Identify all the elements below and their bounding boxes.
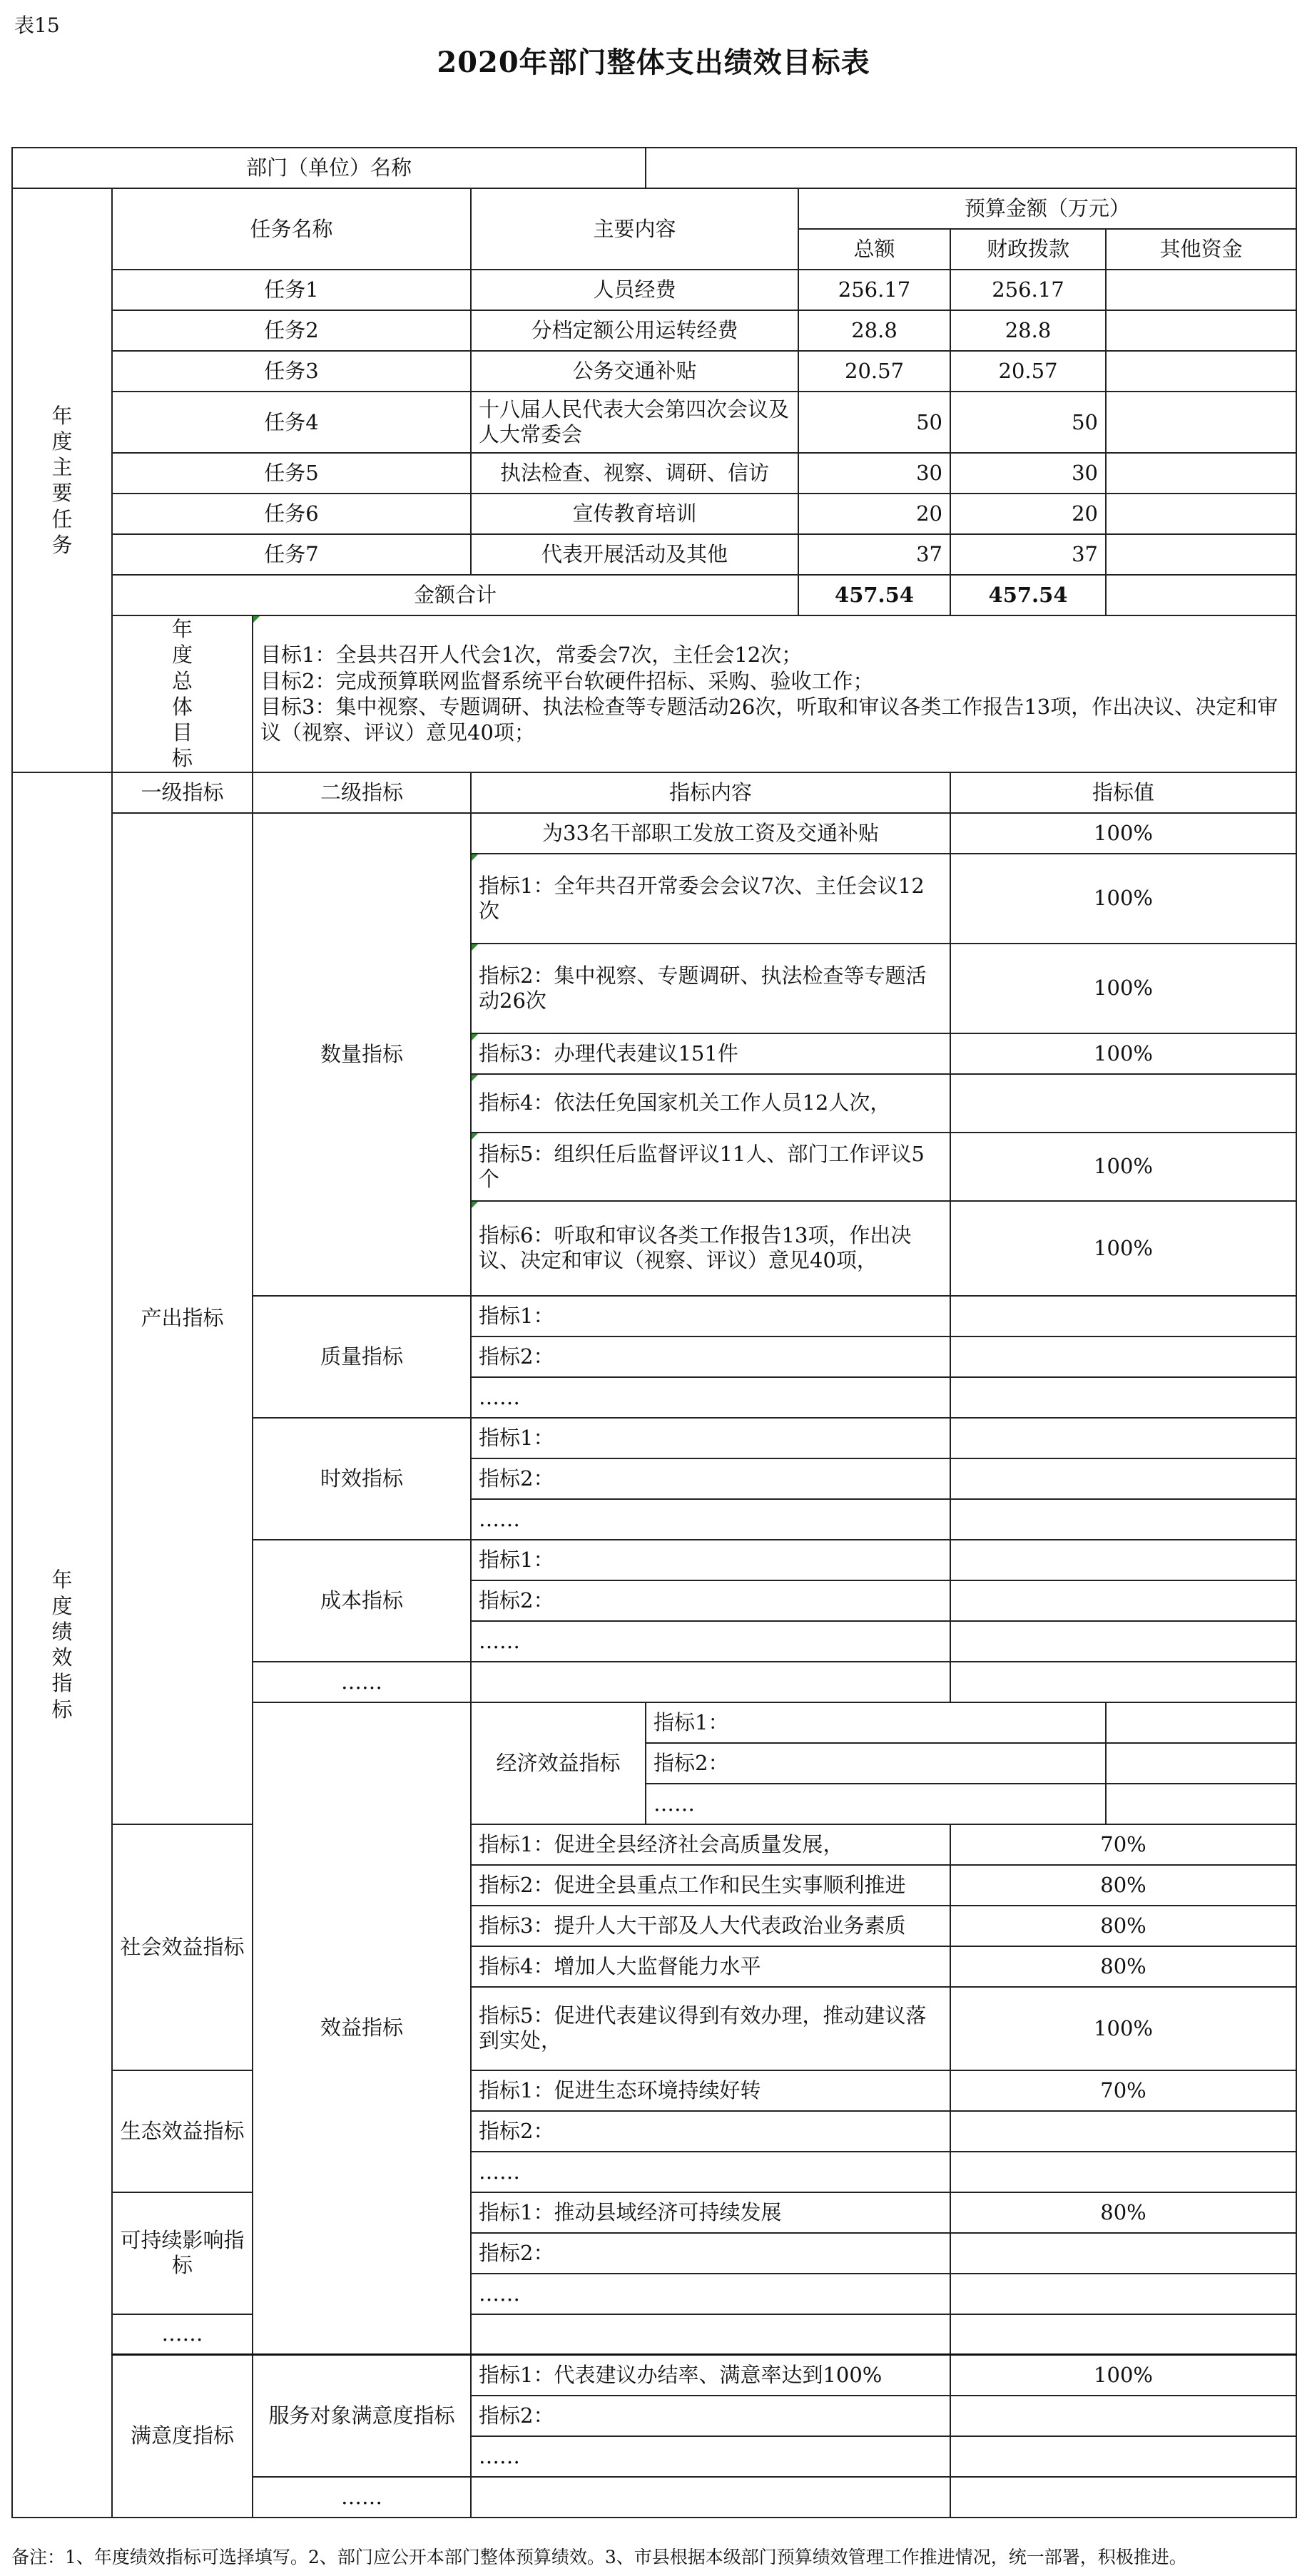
indicator-content: 指标2： xyxy=(471,2233,950,2274)
task-fiscal: 30 xyxy=(950,453,1106,494)
satisfaction-label: 满意度指标 xyxy=(112,2355,253,2518)
indicator-value: 100% xyxy=(950,944,1296,1033)
indicator-value: 100% xyxy=(950,813,1296,854)
indicator-row xyxy=(12,2355,1296,2396)
indicator-content: …… xyxy=(471,1621,950,1662)
performance-table xyxy=(11,147,1297,2518)
indicator-value xyxy=(950,2152,1296,2192)
task-fiscal: 50 xyxy=(950,392,1106,453)
goal-line: 目标2：完成预算联网监督系统平台软硬件招标、采购、验收工作； xyxy=(260,668,874,693)
indicator-content: …… xyxy=(471,1499,950,1540)
indicator-content: 指标2： xyxy=(646,1743,1106,1784)
task-name: 任务6 xyxy=(112,494,471,534)
indicator-content: 指标2： xyxy=(471,2396,950,2436)
indicator-content: 指标4：依法任免国家机关工作人员12人次， xyxy=(471,1074,950,1133)
dept-label: 部门（单位）名称 xyxy=(12,148,646,188)
task-content: 宣传教育培训 xyxy=(471,494,798,534)
indicator-value xyxy=(1106,1702,1296,1743)
output-more-label: …… xyxy=(253,1662,471,1702)
task-fiscal: 37 xyxy=(950,534,1106,575)
task-row xyxy=(12,494,1296,534)
level2-header: 二级指标 xyxy=(253,772,471,813)
indicator-content: 指标2：集中视察、专题调研、执法检查等专题活动26次 xyxy=(471,944,950,1033)
indicator-value xyxy=(1106,1784,1296,1824)
indicator-value xyxy=(950,2274,1296,2314)
task-total: 20 xyxy=(798,494,950,534)
indicator-value xyxy=(950,1540,1296,1580)
indicator-content: 指标2： xyxy=(471,1336,950,1377)
indicator-value: 70% xyxy=(950,1824,1296,1865)
task-name: 任务5 xyxy=(112,453,471,494)
task-total: 20.57 xyxy=(798,351,950,392)
task-content: 代表开展活动及其他 xyxy=(471,534,798,575)
dept-value xyxy=(646,148,1296,188)
task-name: 任务2 xyxy=(112,310,471,351)
indicator-row xyxy=(12,813,1296,854)
task-fiscal: 28.8 xyxy=(950,310,1106,351)
indicator-value xyxy=(950,1662,1296,1702)
indicator-content: 指标1：推动县域经济可持续发展 xyxy=(471,2192,950,2233)
task-content-header: 主要内容 xyxy=(471,188,798,270)
indicator-value: 100% xyxy=(950,2355,1296,2396)
indicator-content: …… xyxy=(646,1784,1106,1824)
indicator-content: 指标3：提升人大干部及人大代表政治业务素质 xyxy=(471,1906,950,1946)
indicator-value xyxy=(950,2477,1296,2518)
indicator-content: 指标2： xyxy=(471,1580,950,1621)
goals-section-label: 年度总体目标 xyxy=(112,615,253,772)
social-label: 社会效益指标 xyxy=(112,1824,253,2070)
total-header: 总额 xyxy=(798,229,950,270)
indicator-value xyxy=(950,2111,1296,2152)
footnote: 备注：1、年度绩效指标可选择填写。2、部门应公开本部门整体预算绩效。3、市县根据本级部门预算绩效管理工作推进情况，统一部署，积极推进。 xyxy=(11,2547,1187,2567)
indicator-value xyxy=(950,1418,1296,1458)
goals-content xyxy=(253,615,1296,772)
table-number: 表15 xyxy=(14,14,60,37)
indicator-value xyxy=(950,2436,1296,2477)
indicator-value xyxy=(950,1296,1296,1336)
indicator-value: 100% xyxy=(950,854,1296,944)
task-total: 30 xyxy=(798,453,950,494)
task-other xyxy=(1106,351,1296,392)
indicator-value xyxy=(1106,1743,1296,1784)
output-label: 产出指标 xyxy=(112,813,253,1824)
indicator-content xyxy=(471,2314,950,2355)
content-header: 指标内容 xyxy=(471,772,950,813)
goals-row xyxy=(12,615,1296,772)
task-other xyxy=(1106,534,1296,575)
indicator-value: 100% xyxy=(950,1201,1296,1296)
indicator-value: 80% xyxy=(950,2192,1296,2233)
indicator-content: 指标2：促进全县重点工作和民生实事顺利推进 xyxy=(471,1865,950,1906)
task-fiscal: 20.57 xyxy=(950,351,1106,392)
economic-label: 经济效益指标 xyxy=(471,1702,646,1824)
fiscal-header: 财政拨款 xyxy=(950,229,1106,270)
task-content: 公务交通补贴 xyxy=(471,351,798,392)
indicator-content: …… xyxy=(471,2436,950,2477)
indicator-content: …… xyxy=(471,1377,950,1418)
task-content: 人员经费 xyxy=(471,270,798,310)
dept-row xyxy=(12,148,1296,188)
indicator-value xyxy=(950,1336,1296,1377)
indicator-value xyxy=(950,1458,1296,1499)
indicator-value xyxy=(950,2314,1296,2355)
indicator-content: 指标1： xyxy=(471,1540,950,1580)
indicator-content xyxy=(471,1662,950,1702)
indicator-row xyxy=(12,2070,1296,2111)
indicator-content: 指标3：办理代表建议151件 xyxy=(471,1033,950,1074)
task-content: 十八届人民代表大会第四次会议及人大常委会 xyxy=(471,392,798,453)
quantity-label: 数量指标 xyxy=(253,813,471,1296)
indicator-value: 80% xyxy=(950,1906,1296,1946)
task-total: 28.8 xyxy=(798,310,950,351)
task-other xyxy=(1106,494,1296,534)
level1-header: 一级指标 xyxy=(112,772,253,813)
quality-label: 质量指标 xyxy=(253,1296,471,1418)
indicator-value: 100% xyxy=(950,1133,1296,1201)
indicator-content: …… xyxy=(471,2274,950,2314)
indicator-content: 指标5：促进代表建议得到有效办理，推动建议落到实处， xyxy=(471,1987,950,2070)
sum-fiscal: 457.54 xyxy=(950,575,1106,615)
task-name: 任务3 xyxy=(112,351,471,392)
sum-total: 457.54 xyxy=(798,575,950,615)
indicator-value: 70% xyxy=(950,2070,1296,2111)
task-row xyxy=(12,453,1296,494)
task-row xyxy=(12,270,1296,310)
cost-label: 成本指标 xyxy=(253,1540,471,1662)
indicator-content: 指标2： xyxy=(471,1458,950,1499)
indicator-content: 指标1： xyxy=(646,1702,1106,1743)
indicator-value xyxy=(950,1377,1296,1418)
satisfaction-more-label: …… xyxy=(253,2477,471,2518)
benefit-label: 效益指标 xyxy=(253,1702,471,2355)
indicator-value xyxy=(950,1499,1296,1540)
task-name: 任务1 xyxy=(112,270,471,310)
task-other xyxy=(1106,453,1296,494)
task-name-header: 任务名称 xyxy=(112,188,471,270)
indicator-row xyxy=(12,1824,1296,1865)
indicator-value: 100% xyxy=(950,1987,1296,2070)
indicator-content: 指标1： xyxy=(471,1296,950,1336)
sustainable-label: 可持续影响指标 xyxy=(112,2192,253,2314)
task-fiscal: 256.17 xyxy=(950,270,1106,310)
indicator-value xyxy=(950,2396,1296,2436)
service-label: 服务对象满意度指标 xyxy=(253,2355,471,2477)
task-content: 执法检查、视察、调研、信访 xyxy=(471,453,798,494)
task-total: 37 xyxy=(798,534,950,575)
task-row xyxy=(12,310,1296,351)
tasks-section-label: 年度主要任务 xyxy=(12,188,112,772)
page-title: 2020年部门整体支出绩效目标表 xyxy=(437,46,870,79)
indicator-value: 100% xyxy=(950,1033,1296,1074)
budget-header: 预算金额（万元） xyxy=(798,188,1296,229)
sum-label: 金额合计 xyxy=(112,575,798,615)
indicator-content: 为33名干部职工发放工资及交通补贴 xyxy=(471,813,950,854)
indicator-content: 指标5：组织任后监督评议11人、部门工作评议5个 xyxy=(471,1133,950,1201)
task-content: 分档定额公用运转经费 xyxy=(471,310,798,351)
task-row xyxy=(12,392,1296,453)
indicator-row xyxy=(12,2314,1296,2355)
indicator-content: 指标6：听取和审议各类工作报告13项，作出决议、决定和审议（视察、评议）意见40项， xyxy=(471,1201,950,1296)
perf-header-row xyxy=(12,772,1296,813)
goal-line: 目标3：集中视察、专题调研、执法检查等专题活动26次，听取和审议各类工作报告13项，作出决议、决定和审议（视察、评议）意见40项； xyxy=(260,694,1278,745)
task-row xyxy=(12,534,1296,575)
indicator-value xyxy=(950,1580,1296,1621)
task-name: 任务7 xyxy=(112,534,471,575)
tasks-header-row-1 xyxy=(12,188,1296,229)
indicator-value: 80% xyxy=(950,1946,1296,1987)
indicator-content: 指标1：代表建议办结率、满意率达到100% xyxy=(471,2355,950,2396)
benefit-more-label: …… xyxy=(112,2314,253,2355)
task-total: 256.17 xyxy=(798,270,950,310)
task-name: 任务4 xyxy=(112,392,471,453)
task-fiscal: 20 xyxy=(950,494,1106,534)
indicator-value xyxy=(950,1621,1296,1662)
value-header: 指标值 xyxy=(950,772,1296,813)
indicator-content: 指标4：增加人大监督能力水平 xyxy=(471,1946,950,1987)
sum-row xyxy=(12,575,1296,615)
task-other xyxy=(1106,270,1296,310)
task-other xyxy=(1106,310,1296,351)
indicator-content: 指标1：全年共召开常委会会议7次、主任会议12次 xyxy=(471,854,950,944)
perf-section-label: 年度绩效指标 xyxy=(12,772,112,2518)
indicator-content: 指标1：促进生态环境持续好转 xyxy=(471,2070,950,2111)
indicator-content: 指标2： xyxy=(471,2111,950,2152)
timeliness-label: 时效指标 xyxy=(253,1418,471,1540)
task-total: 50 xyxy=(798,392,950,453)
indicator-value: 80% xyxy=(950,1865,1296,1906)
sum-other xyxy=(1106,575,1296,615)
indicator-content: …… xyxy=(471,2152,950,2192)
indicator-row xyxy=(12,2192,1296,2233)
other-header: 其他资金 xyxy=(1106,229,1296,270)
indicator-content: 指标1： xyxy=(471,1418,950,1458)
task-row xyxy=(12,351,1296,392)
indicator-value xyxy=(950,2233,1296,2274)
task-other xyxy=(1106,392,1296,453)
ecological-label: 生态效益指标 xyxy=(112,2070,253,2192)
goal-line: 目标1：全县共召开人代会1次，常委会7次，主任会12次； xyxy=(260,643,803,668)
indicator-content xyxy=(471,2477,950,2518)
indicator-content: 指标1：促进全县经济社会高质量发展， xyxy=(471,1824,950,1865)
indicator-value xyxy=(950,1074,1296,1133)
